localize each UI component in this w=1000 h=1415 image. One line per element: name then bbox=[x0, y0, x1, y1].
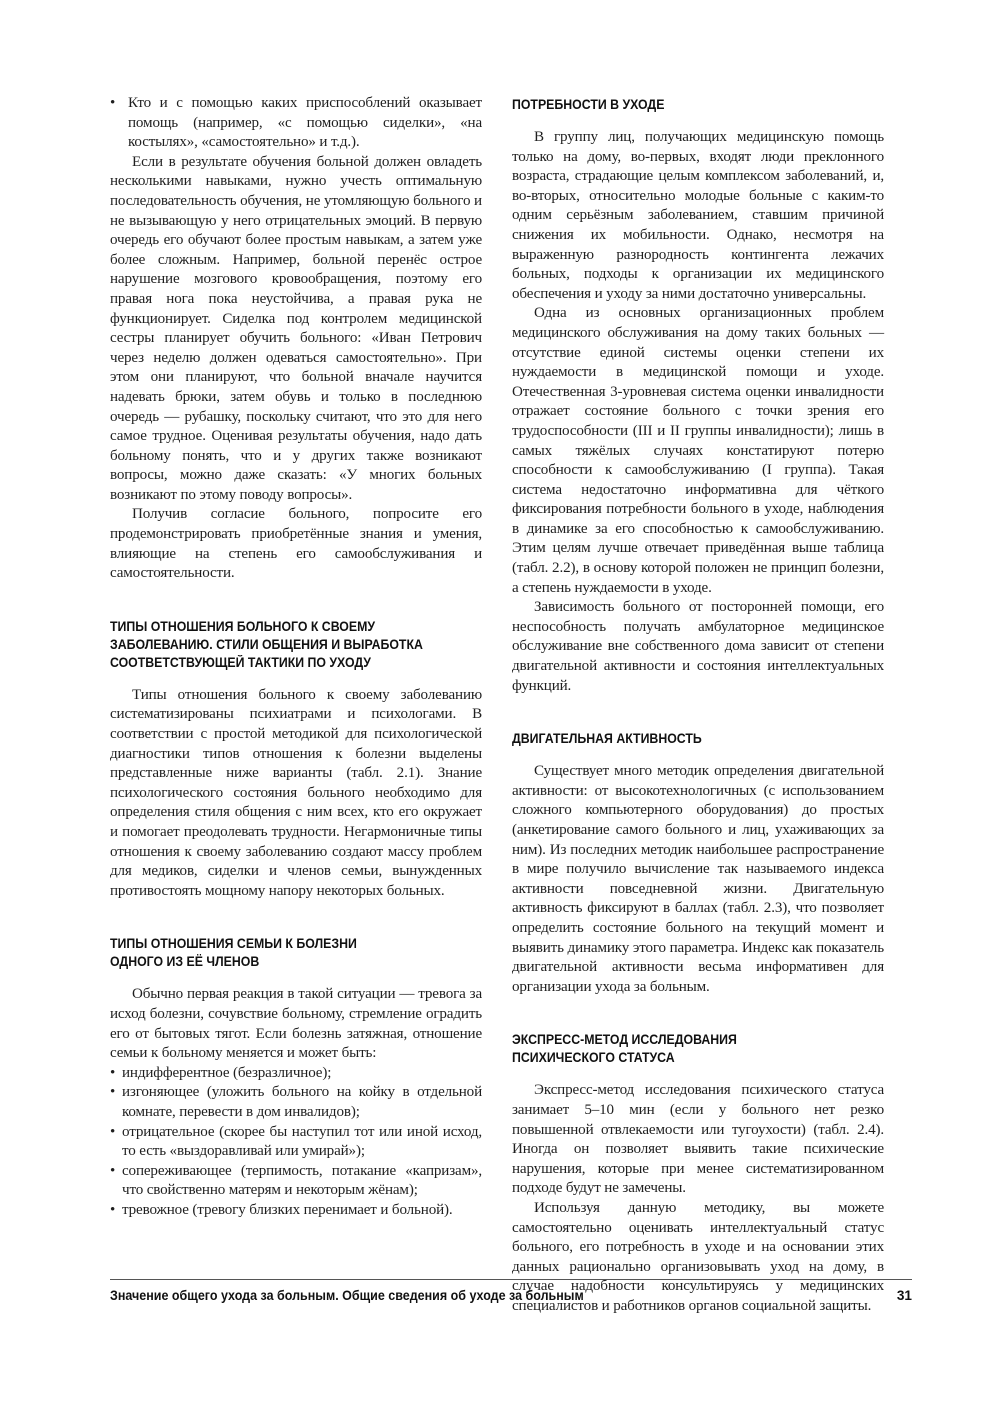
heading-line: ТИПЫ ОТНОШЕНИЯ СЕМЬИ К БОЛЕЗНИ bbox=[110, 936, 357, 952]
paragraph: Получив согласие больного, попросите его продемонстрировать приобретённые знания и умения, влияющие на степень его самообслуживания и самостоятельности. bbox=[110, 506, 482, 582]
footer-divider bbox=[110, 1279, 912, 1280]
right-column bbox=[512, 92, 884, 1316]
family-attitude-list bbox=[110, 1064, 482, 1221]
paragraph: Существует много методик определения двигательной активности: от высокотехнологичных (с использованием сложного компьютерного оборудования) до простых (анкетирование самого больного и лиц, ухаживающих за ним). Из последних методик наибольшее распространение в мире получило вычисление так называемого индекса активности повседневной жизни. Двигательную активность фиксируют в баллах (табл. 2.3), что позволяет определить состояние больного на текущий момент и выявить динамику этого параметра. Индекс как показатель двигательной активности весьма информативен для организации ухода за больным. bbox=[512, 763, 884, 995]
paragraph: В группу лиц, получающих медицинскую помощь только на дому, во-первых, входят люди преклонного возраста, страдающие целым комплексом заболеваний, и, во-вторых, относительно молодые больные с каким-то одним серьёзным заболеванием, ставшим причиной снижения их мобильности. Однако, несмотря на выраженную разнородность контингента лежачих больных, подходы к организации их медицинского обеспечения и уходу за ними достаточно универсальны. bbox=[512, 129, 884, 302]
heading-line: СООТВЕТСТВУЮЩЕЙ ТАКТИКИ ПО УХОДУ bbox=[110, 654, 371, 670]
left-column bbox=[110, 92, 482, 1221]
running-footer-title: Значение общего ухода за больным. Общие сведения об уходе за больным bbox=[110, 1288, 584, 1303]
paragraph: Типы отношения больного к своему заболеванию систематизированы психиатрами и психологами. В соответствии с простой методикой для психологической диагностики типов отношения к болезни выделены представленные ниже варианты (табл. 2.1). Знание психологического состояния больного необходимо для определения стиля общения с ним всех, кто его окружает и помогает преодолевать трудности. Негармоничные типы отношения к своему заболеванию создают массу проблем для медиков, сиделки и членов семьи, вынужденных противостоять мощному напору некоторых больных. bbox=[110, 686, 482, 899]
section-heading bbox=[512, 1031, 884, 1067]
list-item: • сопереживающее (терпимость, потакание «капризам», что свойственно матерям и некоторым жёнам); bbox=[110, 1162, 482, 1201]
heading-line: ДВИГАТЕЛЬНАЯ АКТИВНОСТЬ bbox=[512, 731, 702, 747]
section-heading bbox=[110, 935, 482, 971]
list-item: • Кто и с помощью каких приспособлений оказывает помощь (например, «с помощью сиделки», «на костылях», «самостоятельно» и т.д.). bbox=[110, 94, 482, 153]
list-item: • тревожное (тревогу близких перенимает и больной). bbox=[110, 1201, 482, 1221]
intro-bullet-list bbox=[110, 94, 482, 153]
list-item: • индифферентное (безразличное); bbox=[110, 1064, 482, 1084]
paragraph: Одна из основных организационных проблем медицинского обслуживания на дому таких больных — отсутствие единой системы оценки степени их нуждаемости в медицинской помощи и уходе. Отечественная 3-уровневая система оценки инвалидности отражает состояние больного с точки зрения его трудоспособности (III и II группы инвалидности); лишь в самых тяжёлых случаях констатируют потерю способности к самообслуживанию (I группа). Такая система недостаточно информативна для чёткого фиксирования потребности больного в уходе, наблюдения в динамике за его способностью к самообслуживанию. Этим целям лучше отвечает приведённая выше таблица (табл. 2.2), в основу которой положен не принцип болезни, а степень нуждаемости в уходе. bbox=[512, 305, 884, 596]
paragraph: Если в результате обучения больной должен овладеть несколькими навыками, нужно учесть оптимальную последовательность обучения, не утомляющую больного и не вызывающую у него отрицательных эмоций. В первую очередь его обучают более простым навыкам, а затем уже более сложным. Например, больной перенёс острое нарушение мозгового кровообращения, поэтому его правая нога пока неустойчива, а правая рука не функционирует. Сиделка под контролем медицинской сестры планирует обучить больного: «Иван Петрович через неделю должен одеваться самостоятельно». При этом они планируют, что больной вначале научится надевать брюки, затем обувь и только в последнюю очередь — рубашку, поскольку считают, что это для него самое трудное. Оценивая результаты обучения, надо дать больному понять, что и у других также возникают вопросы, можно даже сказать: «У многих больных возникают по этому поводу вопросы». bbox=[110, 153, 482, 503]
heading-line: ПСИХИЧЕСКОГО СТАТУСА bbox=[512, 1050, 675, 1066]
heading-line: ТИПЫ ОТНОШЕНИЯ БОЛЬНОГО К СВОЕМУ bbox=[110, 618, 376, 634]
paragraph: Используя данную методику, вы можете самостоятельно оценивать интеллектуальный статус больного, его потребность в уходе и на основании этих данных рационально организовывать уход на дому, в случае надобности консультируясь у медицинских специалистов и работников органов социальной защиты. bbox=[512, 1199, 884, 1314]
section-heading bbox=[110, 618, 482, 672]
paragraph: Зависимость больного от посторонней помощи, его неспособность получать амбулаторное медицинское обслуживание вне собственного дома зависит от степени двигательной активности и состояния интеллектуальных функций. bbox=[512, 599, 884, 694]
section-heading bbox=[512, 730, 884, 748]
paragraph: Экспресс-метод исследования психического статуса занимает 5–10 мин (если у больного нет резко повышенной отвлекаемости или тугоухости) (табл. 2.4). Иногда он позволяет выявить такие психические нарушения, которые при менее систематизированном подходе будут не замечены. bbox=[512, 1082, 884, 1197]
heading-line: ЗАБОЛЕВАНИЮ. СТИЛИ ОБЩЕНИЯ И ВЫРАБОТКА bbox=[110, 636, 423, 652]
heading-line: ОДНОГО ИЗ ЕЁ ЧЛЕНОВ bbox=[110, 954, 260, 970]
list-item: • изгоняющее (уложить больного на койку в отдельной комнате, перевести в дом инвалидов); bbox=[110, 1083, 482, 1122]
paragraph: Обычно первая реакция в такой ситуации — тревога за исход болезни, сочувствие больному, стремление оградить его от бытовых тягот. Если болезнь затяжная, отношение семьи к больному меняется и может быть: bbox=[110, 986, 482, 1062]
heading-line: ЭКСПРЕСС-МЕТОД ИССЛЕДОВАНИЯ bbox=[512, 1032, 737, 1048]
section-heading bbox=[512, 96, 884, 114]
list-item: • отрицательное (скорее бы наступил тот или иной исход, то есть «выздоравливай или умирай»); bbox=[110, 1123, 482, 1162]
page-number: 31 bbox=[896, 1288, 912, 1303]
heading-line: ПОТРЕБНОСТИ В УХОДЕ bbox=[512, 97, 665, 112]
